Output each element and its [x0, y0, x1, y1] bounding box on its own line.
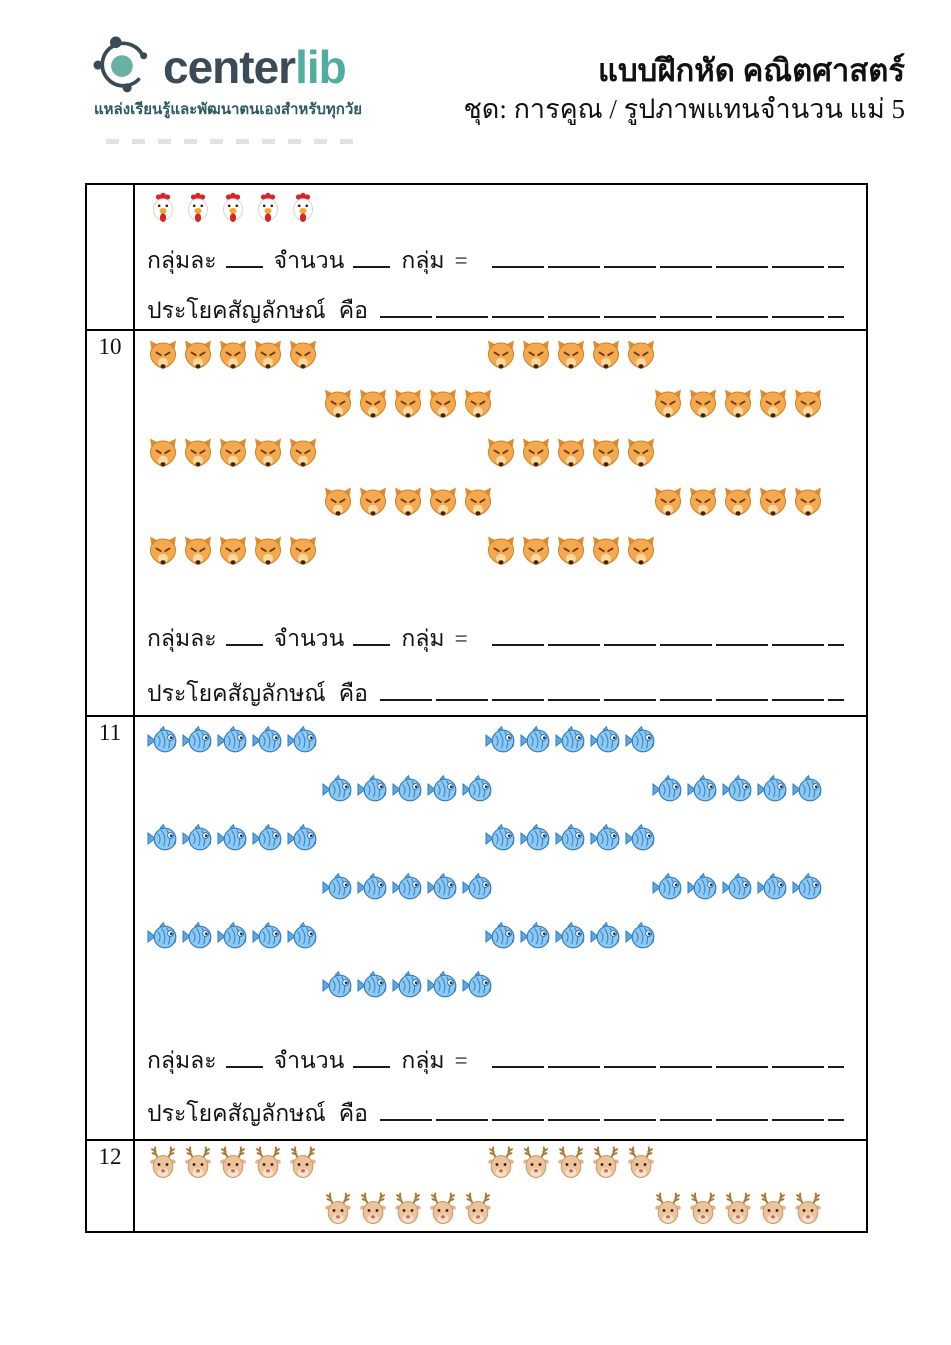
- blue-fish-icon: [217, 723, 249, 757]
- blue-fish-icon: [147, 723, 179, 757]
- blue-fish-icon: [147, 919, 179, 953]
- fox-group: [147, 339, 319, 373]
- blue-fish-icon: [520, 919, 552, 953]
- fox-face-icon: [520, 437, 552, 471]
- fox-face-icon: [392, 388, 424, 422]
- chicken-face-icon: [182, 192, 214, 226]
- chicken-face-icon: [217, 192, 249, 226]
- blue-fish-icon: [462, 870, 494, 904]
- fox-face-icon: [590, 535, 622, 569]
- fox-face-icon: [217, 339, 249, 373]
- answer-line-groups: [147, 625, 844, 654]
- label-groups: กลุ่ม: [401, 626, 445, 651]
- blue-fish-icon: [322, 870, 354, 904]
- blue-fish-icon: [287, 821, 319, 855]
- brand-accent: lib: [295, 41, 346, 93]
- chicken-face-icon: [287, 192, 319, 226]
- label-count: จำนวน: [273, 248, 345, 273]
- equals-sign: =: [454, 626, 468, 651]
- row-number: 10: [87, 331, 135, 715]
- label-groups: กลุ่ม: [401, 248, 445, 273]
- fox-face-icon: [322, 388, 354, 422]
- blue-fish-icon: [625, 821, 657, 855]
- deer-group: [322, 1192, 494, 1226]
- blue-fish-icon: [792, 772, 824, 806]
- fox-face-icon: [757, 486, 789, 520]
- fish-group: [322, 772, 494, 806]
- label-group-each: กลุ่มละ: [147, 1048, 217, 1073]
- deer-group: [147, 1146, 319, 1180]
- answer-line-groups: [147, 1047, 844, 1076]
- blue-fish-icon: [462, 968, 494, 1002]
- blue-fish-icon: [252, 723, 284, 757]
- deer-face-icon: [252, 1146, 284, 1180]
- fox-face-icon: [722, 486, 754, 520]
- blue-fish-icon: [520, 723, 552, 757]
- blue-fish-icon: [792, 870, 824, 904]
- title-block: [463, 52, 905, 127]
- blue-fish-icon: [322, 968, 354, 1002]
- fox-face-icon: [427, 486, 459, 520]
- blue-fish-icon: [322, 772, 354, 806]
- blue-fish-icon: [462, 772, 494, 806]
- worksheet-row: [87, 715, 866, 1139]
- deer-face-icon: [182, 1146, 214, 1180]
- fox-face-icon: [462, 388, 494, 422]
- blue-fish-icon: [147, 821, 179, 855]
- page-subtitle: ชุด: การคูณ / รูปภาพแทนจำนวน แม่ 5: [463, 93, 905, 124]
- fox-face-icon: [147, 339, 179, 373]
- blue-fish-icon: [182, 723, 214, 757]
- fox-face-icon: [462, 486, 494, 520]
- fox-group: [652, 388, 824, 422]
- fox-group: [485, 535, 657, 569]
- fox-face-icon: [252, 437, 284, 471]
- label-sentence: ประโยคสัญลักษณ์: [147, 1101, 326, 1126]
- blue-fish-icon: [287, 919, 319, 953]
- blue-fish-icon: [625, 919, 657, 953]
- fox-face-icon: [427, 388, 459, 422]
- fox-face-icon: [357, 486, 389, 520]
- blue-fish-icon: [590, 919, 622, 953]
- deer-face-icon: [217, 1146, 249, 1180]
- deer-face-icon: [392, 1192, 424, 1226]
- label-sentence: ประโยคสัญลักษณ์: [147, 681, 326, 706]
- fish-group: [322, 968, 494, 1002]
- deer-face-icon: [322, 1192, 354, 1226]
- fox-face-icon: [147, 437, 179, 471]
- fox-face-icon: [182, 339, 214, 373]
- blue-fish-icon: [252, 821, 284, 855]
- fox-face-icon: [147, 535, 179, 569]
- blank-group-count: [353, 264, 390, 268]
- brand-primary: center: [163, 41, 296, 93]
- fox-group: [322, 486, 494, 520]
- blue-fish-icon: [687, 870, 719, 904]
- blue-fish-icon: [757, 870, 789, 904]
- blank-group-size: [226, 1064, 263, 1068]
- fox-face-icon: [792, 486, 824, 520]
- label-groups: กลุ่ม: [401, 1048, 445, 1073]
- blue-fish-icon: [287, 723, 319, 757]
- blue-fish-icon: [485, 821, 517, 855]
- answer-line-sentence: [147, 1100, 844, 1129]
- row-content: [137, 185, 866, 329]
- deer-face-icon: [687, 1192, 719, 1226]
- fish-group: [147, 821, 319, 855]
- blue-fish-icon: [625, 723, 657, 757]
- brand-tagline: แหล่งเรียนรู้และพัฒนาตนเองสำหรับทุกวัย: [94, 101, 363, 118]
- blue-fish-icon: [555, 821, 587, 855]
- blue-fish-icon: [182, 919, 214, 953]
- blue-fish-icon: [555, 723, 587, 757]
- equals-sign: =: [454, 248, 468, 273]
- deer-face-icon: [147, 1146, 179, 1180]
- label-count: จำนวน: [273, 1048, 345, 1073]
- blue-fish-icon: [357, 968, 389, 1002]
- clipped-text-artifact: [106, 139, 356, 144]
- brand-wordmark: [163, 41, 346, 93]
- fox-face-icon: [485, 535, 517, 569]
- fox-face-icon: [392, 486, 424, 520]
- centerlib-logo-icon: [92, 34, 154, 94]
- chicken-face-icon: [252, 192, 284, 226]
- row-content: [137, 331, 866, 715]
- blank-group-count: [353, 1064, 390, 1068]
- row-number: [87, 185, 135, 329]
- fox-face-icon: [687, 486, 719, 520]
- fox-face-icon: [520, 339, 552, 373]
- blank-group-count: [353, 642, 390, 646]
- blue-fish-icon: [427, 870, 459, 904]
- fish-group: [485, 723, 657, 757]
- fox-group: [147, 437, 319, 471]
- fox-face-icon: [287, 535, 319, 569]
- fox-face-icon: [252, 339, 284, 373]
- fox-face-icon: [722, 388, 754, 422]
- blank-result: [492, 644, 844, 646]
- deer-face-icon: [792, 1192, 824, 1226]
- fox-face-icon: [555, 437, 587, 471]
- blue-fish-icon: [182, 821, 214, 855]
- blue-fish-icon: [722, 870, 754, 904]
- fox-face-icon: [652, 388, 684, 422]
- label-is: คือ: [338, 681, 368, 706]
- blue-fish-icon: [357, 772, 389, 806]
- answer-line-sentence: [147, 297, 844, 326]
- chicken-face-icon: [147, 192, 179, 226]
- blue-fish-icon: [357, 870, 389, 904]
- fox-face-icon: [625, 437, 657, 471]
- fox-group: [147, 535, 319, 569]
- fox-group: [322, 388, 494, 422]
- fox-face-icon: [590, 339, 622, 373]
- blank-result: [492, 266, 844, 268]
- fox-face-icon: [485, 437, 517, 471]
- row-number: 12: [87, 1141, 135, 1233]
- label-is: คือ: [338, 1101, 368, 1126]
- worksheet-row: [87, 329, 866, 715]
- fish-group: [147, 919, 319, 953]
- fish-group: [147, 723, 319, 757]
- fox-face-icon: [252, 535, 284, 569]
- label-count: จำนวน: [273, 626, 345, 651]
- blue-fish-icon: [757, 772, 789, 806]
- fish-group: [485, 919, 657, 953]
- fish-group: [485, 821, 657, 855]
- deer-face-icon: [357, 1192, 389, 1226]
- fox-face-icon: [287, 339, 319, 373]
- label-sentence: ประโยคสัญลักษณ์: [147, 298, 326, 323]
- fox-face-icon: [555, 535, 587, 569]
- blue-fish-icon: [427, 772, 459, 806]
- blank-sentence: [380, 1119, 844, 1121]
- fox-group: [652, 486, 824, 520]
- deer-face-icon: [590, 1146, 622, 1180]
- deer-face-icon: [427, 1192, 459, 1226]
- fox-face-icon: [217, 535, 249, 569]
- label-is: คือ: [338, 298, 368, 323]
- deer-face-icon: [287, 1146, 319, 1180]
- blue-fish-icon: [520, 821, 552, 855]
- deer-face-icon: [555, 1146, 587, 1180]
- blank-sentence: [380, 316, 844, 318]
- blue-fish-icon: [590, 821, 622, 855]
- row-number: 11: [87, 717, 135, 1139]
- fox-face-icon: [217, 437, 249, 471]
- fox-face-icon: [485, 339, 517, 373]
- answer-line-groups: [147, 247, 844, 276]
- fox-group: [485, 339, 657, 373]
- fox-face-icon: [792, 388, 824, 422]
- blue-fish-icon: [722, 772, 754, 806]
- blank-result: [492, 1066, 844, 1068]
- blank-sentence: [380, 699, 844, 701]
- blue-fish-icon: [590, 723, 622, 757]
- blue-fish-icon: [427, 968, 459, 1002]
- deer-face-icon: [520, 1146, 552, 1180]
- blue-fish-icon: [392, 772, 424, 806]
- deer-face-icon: [757, 1192, 789, 1226]
- worksheet-table: [85, 183, 868, 1233]
- worksheet-row: [87, 1139, 866, 1233]
- fox-face-icon: [555, 339, 587, 373]
- fox-face-icon: [625, 339, 657, 373]
- equals-sign: =: [454, 1048, 468, 1073]
- row-content: [137, 717, 866, 1139]
- page-title: แบบฝึกหัด คณิตศาสตร์: [597, 53, 905, 88]
- deer-face-icon: [652, 1192, 684, 1226]
- deer-group: [485, 1146, 657, 1180]
- blank-group-size: [226, 642, 263, 646]
- fox-face-icon: [757, 388, 789, 422]
- deer-group: [652, 1192, 824, 1226]
- fox-face-icon: [590, 437, 622, 471]
- deer-face-icon: [722, 1192, 754, 1226]
- fox-face-icon: [520, 535, 552, 569]
- deer-face-icon: [625, 1146, 657, 1180]
- blue-fish-icon: [392, 870, 424, 904]
- blue-fish-icon: [392, 968, 424, 1002]
- row-content: [137, 1141, 866, 1233]
- blue-fish-icon: [687, 772, 719, 806]
- blue-fish-icon: [555, 919, 587, 953]
- blue-fish-icon: [652, 772, 684, 806]
- fish-group: [652, 870, 824, 904]
- chicken-group: [147, 192, 319, 226]
- fox-face-icon: [322, 486, 354, 520]
- deer-face-icon: [485, 1146, 517, 1180]
- label-group-each: กลุ่มละ: [147, 626, 217, 651]
- blue-fish-icon: [485, 919, 517, 953]
- fox-face-icon: [625, 535, 657, 569]
- blue-fish-icon: [217, 821, 249, 855]
- fox-face-icon: [357, 388, 389, 422]
- blue-fish-icon: [217, 919, 249, 953]
- fox-face-icon: [652, 486, 684, 520]
- answer-line-sentence: [147, 680, 844, 709]
- fox-face-icon: [287, 437, 319, 471]
- fox-group: [485, 437, 657, 471]
- fish-group: [322, 870, 494, 904]
- worksheet-row: [87, 185, 866, 329]
- fox-face-icon: [182, 437, 214, 471]
- fish-group: [652, 772, 824, 806]
- fox-face-icon: [182, 535, 214, 569]
- blue-fish-icon: [652, 870, 684, 904]
- label-group-each: กลุ่มละ: [147, 248, 217, 273]
- blank-group-size: [226, 264, 263, 268]
- deer-face-icon: [462, 1192, 494, 1226]
- blue-fish-icon: [485, 723, 517, 757]
- fox-face-icon: [687, 388, 719, 422]
- blue-fish-icon: [252, 919, 284, 953]
